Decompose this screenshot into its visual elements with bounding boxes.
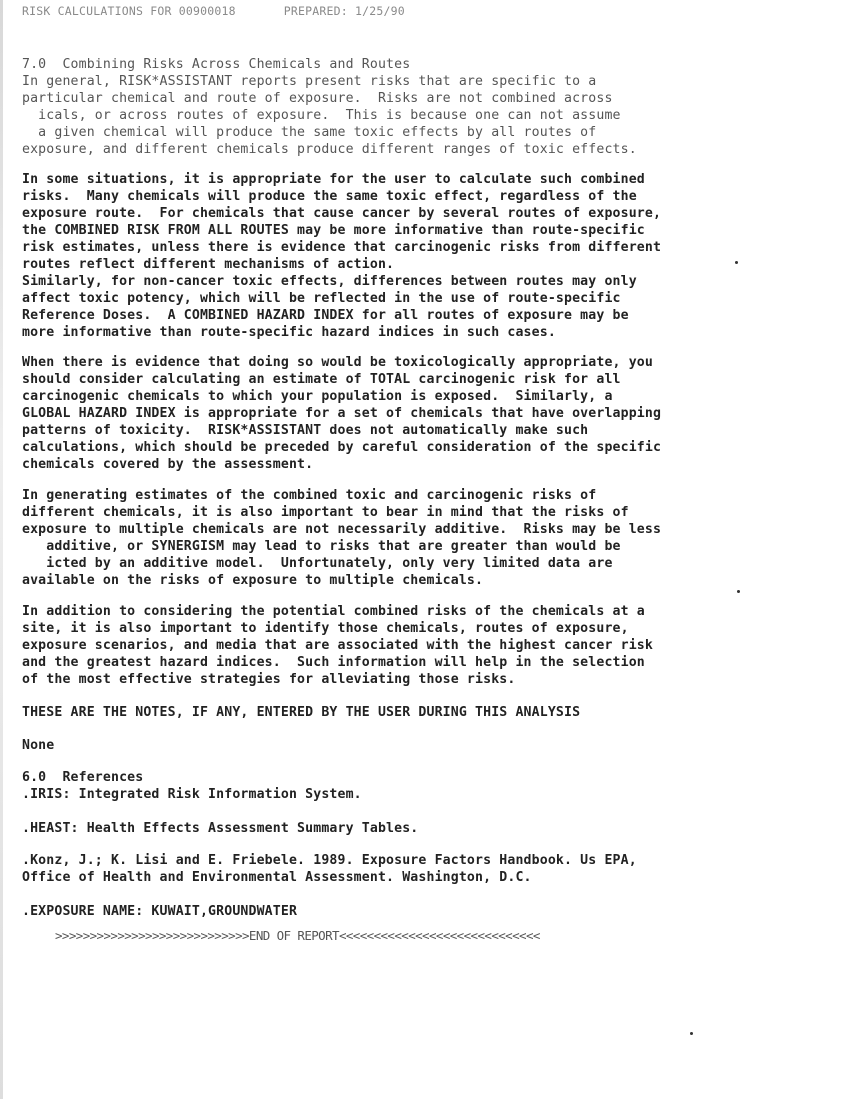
p3-line: chemicals covered by the assessment. [22, 457, 314, 472]
p2-line: In some situations, it is appropriate for the user to calculate such combined [22, 172, 645, 187]
p4-line: available on the risks of exposure to multiple chemicals. [22, 573, 484, 588]
p2-line: routes reflect different mechanisms of action. [22, 257, 395, 272]
header-title: RISK CALCULATIONS FOR 00900018 [22, 4, 236, 18]
reference-item: Office of Health and Environmental Assessment. Washington, D.C. [22, 870, 532, 885]
reference-item: .IRIS: Integrated Risk Information System. [22, 787, 362, 802]
p5-line: exposure scenarios, and media that are associated with the highest cancer risk [22, 638, 653, 653]
p4-line: icted by an additive model. Unfortunately, only very limited data are [22, 556, 613, 571]
p2-line: affect toxic potency, which will be reflected in the use of route-specific [22, 291, 621, 306]
scan-speck [735, 261, 738, 264]
p2-line: risk estimates, unless there is evidence that carcinogenic risks from different [22, 240, 662, 255]
p1-line: In general, RISK*ASSISTANT reports present risks that are specific to a [22, 74, 597, 89]
reference-item: .HEAST: Health Effects Assessment Summary Tables. [22, 821, 419, 836]
references-heading: 6.0 References [22, 770, 144, 785]
scan-speck [737, 590, 740, 593]
p2-line: Similarly, for non-cancer toxic effects, differences between routes may only [22, 274, 637, 289]
p3-line: patterns of toxicity. RISK*ASSISTANT does not automatically make such [22, 423, 589, 438]
p5-line: and the greatest hazard indices. Such information will help in the selection [22, 655, 645, 670]
page-header [22, 4, 842, 18]
p2-line: more informative than route-specific hazard indices in such cases. [22, 325, 556, 340]
notes-heading: THESE ARE THE NOTES, IF ANY, ENTERED BY THE USER DURING THIS ANALYSIS [22, 705, 581, 720]
p4-line: additive, or SYNERGISM may lead to risks that are greater than would be [22, 539, 621, 554]
reference-item: .Konz, J.; K. Lisi and E. Friebele. 1989. Exposure Factors Handbook. Us EPA, [22, 853, 637, 868]
header-prepared: PREPARED: 1/25/90 [283, 4, 405, 18]
p3-line: calculations, which should be preceded by careful consideration of the specific [22, 440, 662, 455]
p4-line: different chemicals, it is also important to bear in mind that the risks of [22, 505, 629, 520]
p5-line: In addition to considering the potential combined risks of the chemicals at a [22, 604, 645, 619]
end-of-report: >>>>>>>>>>>>>>>>>>>>>>>>>>>>END OF REPORT<<<<<<<<<<<<<<<<<<<<<<<<<<<<< [55, 928, 540, 943]
p2-line: exposure route. For chemicals that cause cancer by several routes of exposure, [22, 206, 662, 221]
p2-line: Reference Doses. A COMBINED HAZARD INDEX for all routes of exposure may be [22, 308, 629, 323]
p5-line: of the most effective strategies for alleviating those risks. [22, 672, 516, 687]
p3-line: carcinogenic chemicals to which your population is exposed. Similarly, a [22, 389, 613, 404]
p4-line: exposure to multiple chemicals are not necessarily additive. Risks may be less [22, 522, 662, 537]
scan-edge [0, 0, 3, 1099]
p2-line: the COMBINED RISK FROM ALL ROUTES may be more informative than route-specific [22, 223, 645, 238]
p3-line: GLOBAL HAZARD INDEX is appropriate for a set of chemicals that have overlapping [22, 406, 662, 421]
p1-line: particular chemical and route of exposure. Risks are not combined across [22, 91, 613, 106]
section-heading: 7.0 Combining Risks Across Chemicals and Routes [22, 57, 411, 72]
p2-line: risks. Many chemicals will produce the same toxic effect, regardless of the [22, 189, 637, 204]
p5-line: site, it is also important to identify those chemicals, routes of exposure, [22, 621, 629, 636]
p1-line: exposure, and different chemicals produce different ranges of toxic effects. [22, 142, 637, 157]
scan-speck [690, 1032, 693, 1035]
p1-line: a given chemical will produce the same toxic effects by all routes of [22, 125, 597, 140]
p3-line: should consider calculating an estimate of TOTAL carcinogenic risk for all [22, 372, 621, 387]
exposure-name: .EXPOSURE NAME: KUWAIT,GROUNDWATER [22, 904, 298, 919]
p4-line: In generating estimates of the combined toxic and carcinogenic risks of [22, 488, 597, 503]
notes-value: None [22, 738, 55, 753]
p3-line: When there is evidence that doing so would be toxicologically appropriate, you [22, 355, 653, 370]
p1-line: icals, or across routes of exposure. This is because one can not assume [22, 108, 621, 123]
